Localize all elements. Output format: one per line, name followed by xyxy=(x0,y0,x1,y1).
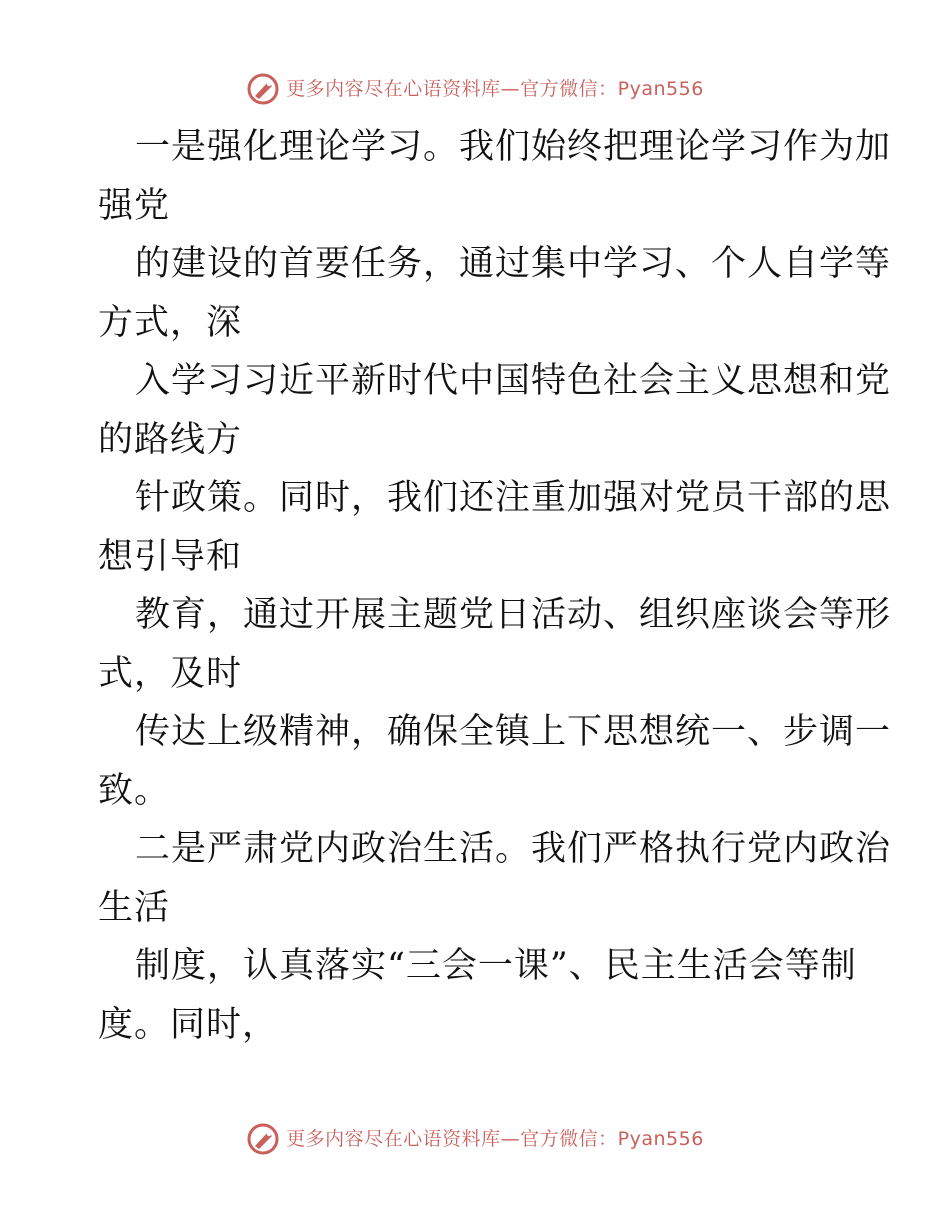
text-line: 致。 xyxy=(98,770,171,811)
footer-watermark xyxy=(0,1122,950,1156)
pen-nib-circle-icon xyxy=(246,1122,280,1156)
text-line: 式，及时 xyxy=(98,653,243,694)
text-line: 生活 xyxy=(98,887,171,928)
watermark-text: 更多内容尽在心语资料库—官方微信：Pyan556 xyxy=(286,1128,704,1150)
text-line: 教育，通过开展主题党日活动、组织座谈会等形 xyxy=(135,595,892,635)
text-line: 传达上级精神，确保全镇上下思想统一、步调一 xyxy=(135,712,892,752)
text-line: 的建设的首要任务，通过集中学习、个人自学等 xyxy=(135,244,892,284)
text-line: 针政策。同时，我们还注重加强对党员干部的思 xyxy=(135,478,892,518)
text-line: 度。同时， xyxy=(98,1004,279,1045)
text-line: 一是强化理论学习。我们始终把理论学习作为加 xyxy=(135,127,892,167)
text-line: 方式，深 xyxy=(98,302,243,343)
text-line: 想引导和 xyxy=(98,536,243,577)
text-line: 入学习习近平新时代中国特色社会主义思想和党 xyxy=(135,361,892,401)
header-watermark xyxy=(0,72,950,106)
document-body xyxy=(98,118,892,1054)
text-line: 二是严肃党内政治生活。我们严格执行党内政治 xyxy=(135,829,892,869)
text-line: 制度，认真落实“三会一课”、民主生活会等制 xyxy=(135,946,857,986)
pen-nib-circle-icon xyxy=(246,72,280,106)
text-line: 强党 xyxy=(98,185,171,226)
text-line: 的路线方 xyxy=(98,419,243,460)
watermark-text: 更多内容尽在心语资料库—官方微信：Pyan556 xyxy=(286,78,704,100)
